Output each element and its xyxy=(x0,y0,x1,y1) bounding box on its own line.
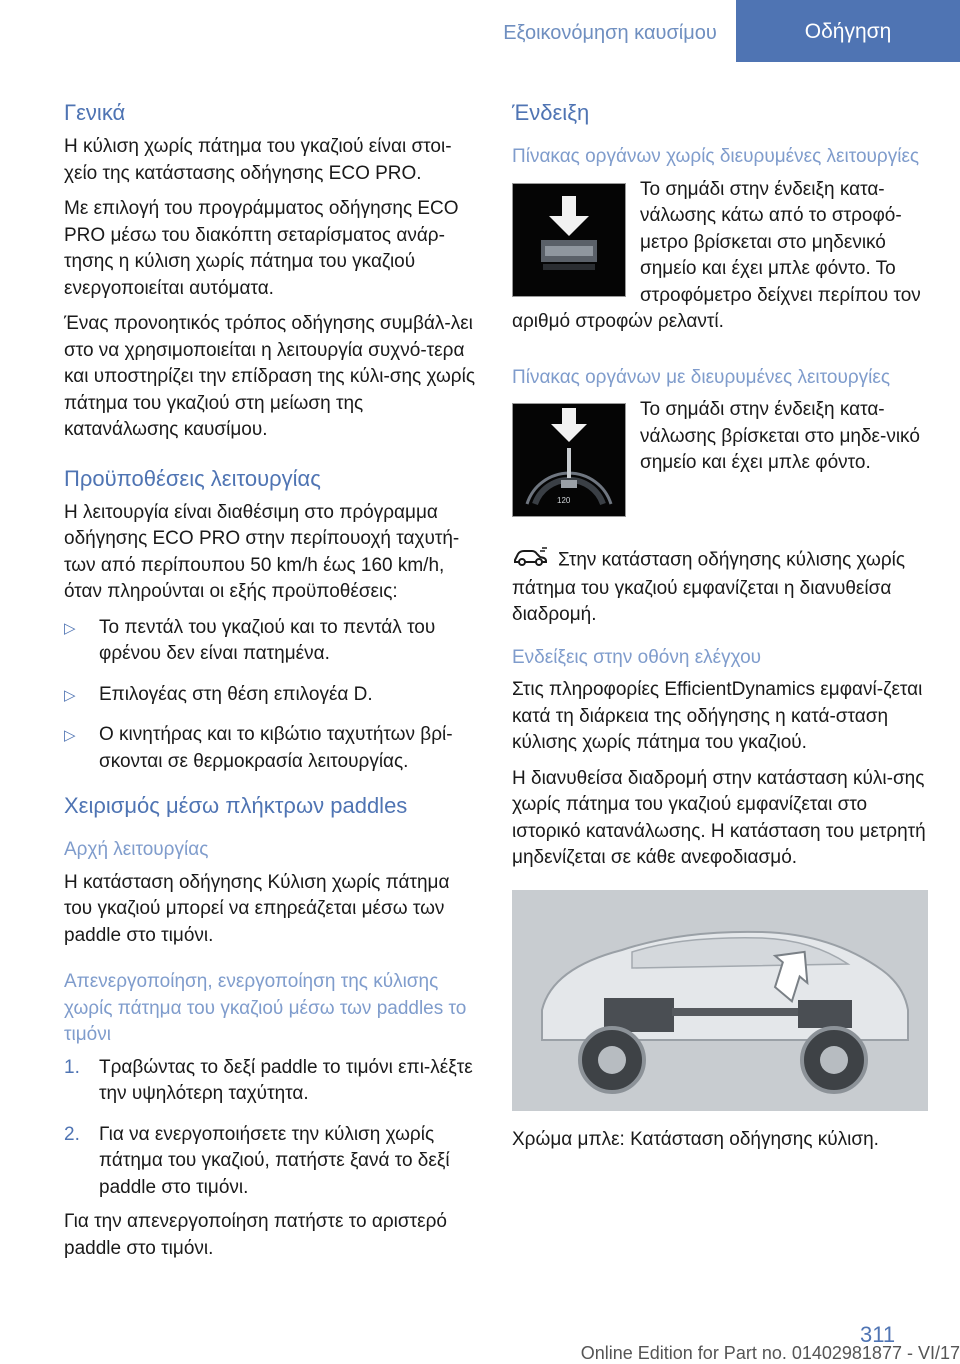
step-text: Τραβώντας το δεξί paddle το τιμόνι επι‐λέξτε την υψηλότερη ταχύτητα. xyxy=(99,1056,473,1104)
paragraph-prerequisites: Η λειτουργία είναι διαθέσιμη στο πρόγραμμα οδήγησης ECO PRO στην περίπουοχή ταχυτή‐των από περίπουπου 50 km/h έως 160 km/h, όταν πληρούνται οι εξής προϋποθέσεις: xyxy=(64,501,460,602)
right-column xyxy=(512,98,928,1162)
list-item xyxy=(64,1122,480,1202)
coasting-car-icon xyxy=(512,545,548,576)
step-number: 1. xyxy=(64,1056,80,1078)
paragraph-panel-basic: Το σημάδι στην ένδειξη κατα‐νάλωσης κάτω από το στροφό‐μετρο βρίσκεται στο μηδενικό σημείο και έχει μπλε φόντο. Το στροφόμετρο δείχνει περίπου τον αριθμό στροφών ρελαντί. xyxy=(512,178,921,332)
car-drivetrain-icon xyxy=(512,890,928,1111)
left-column xyxy=(64,98,480,1271)
heading-display: Ένδειξη xyxy=(512,100,590,125)
list-item-text: Το πεντάλ του γκαζιού και το πεντάλ του φρένου δεν είναι πατημένα. xyxy=(99,616,436,664)
subheading-panel-basic: Πίνακας οργάνων χωρίς διευρυμένες λειτουργίες xyxy=(512,146,920,167)
paragraph-panel-extended: Το σημάδι στην ένδειξη κατα‐νάλωσης βρίσκεται στο μηδε‐νικό σημείο και έχει μπλε φόντο. xyxy=(640,399,920,473)
step-text: Για να ενεργοποιήσετε την κύλιση χωρίς πάτημα του γκαζιού, πατήστε ξανά το δεξί paddle στο τιμόνι. xyxy=(99,1123,450,1198)
list-item xyxy=(64,722,480,775)
paragraph-control-display-2: Η διανυθείσα διαδρομή στην κατάσταση κύλι‐σης χωρίς πάτημα του γκαζιού εμφανίζεται στο ιστορικό κατανάλωσης. Η κατάσταση του μετρητή μηδενίζεται σε κάθε ανεφοδιασμό. xyxy=(512,767,926,868)
down-arrow-icon xyxy=(513,184,625,296)
page-number: 311 xyxy=(860,1322,896,1347)
subheading-principle: Αρχή λειτουργίας xyxy=(64,839,209,860)
triangle-bullet-icon: ▷ xyxy=(64,727,76,744)
steps-list xyxy=(64,1055,480,1202)
gauge-readout: 120 xyxy=(557,496,571,505)
car-drivetrain-illustration xyxy=(512,890,928,1111)
list-item-text: Ο κινητήρας και το κιβώτιο ταχυτήτων βρί‐σκονται σε θερμοκρασία λειτουργίας. xyxy=(99,724,453,772)
paragraph-general-1: Η κύλιση χωρίς πάτημα του γκαζιού είναι στοι‐χείο της κατάστασης οδήγησης ECO PRO. xyxy=(64,136,452,184)
list-item xyxy=(64,682,480,709)
list-item-text: Επιλογέας στη θέση επιλογέα D. xyxy=(99,683,373,705)
paragraph-general-3: Ένας προνοητικός τρόπος οδήγησης συμβάλ‐λει στο να χρησιμοποιείται η λειτουργία συχνό‐τερα και υποστηρίζει την επίδραση της κύλι‐σης χωρίς πάτημα του γκαζιού στη μείωση της κατανάλωσης καυσίμου. xyxy=(64,313,475,440)
paragraph-deactivation: Για την απενεργοποίηση πατήστε το αριστερό paddle στο τιμόνι. xyxy=(64,1211,447,1259)
list-item xyxy=(64,1055,480,1108)
heading-paddles: Χειρισμός μέσω πλήκτρων paddles xyxy=(64,793,408,818)
edition-note: Online Edition for Part no. 01402981877 - VI/17 xyxy=(580,1343,960,1363)
instrument-panel-extended-image xyxy=(512,403,626,517)
subheading-deactivate-activate: Απενεργοποίηση, ενεργοποίηση της κύλισης χωρίς πάτημα του γκαζιού μέσω των paddles το τιμόνι xyxy=(64,971,467,1045)
subheading-panel-extended: Πίνακας οργάνων με διευρυμένες λειτουργίες xyxy=(512,366,891,388)
instrument-panel-basic-image xyxy=(512,183,626,297)
triangle-bullet-icon: ▷ xyxy=(64,686,76,704)
triangle-bullet-icon: ▷ xyxy=(64,619,76,637)
list-item xyxy=(64,615,480,668)
heading-prerequisites: Προϋποθέσεις λειτουργίας xyxy=(64,465,321,491)
prerequisite-list xyxy=(64,615,480,776)
step-number: 2. xyxy=(64,1123,80,1145)
coasting-display-text: Στην κατάσταση οδήγησης κύλισης χωρίς πάτημα του γκαζιού εμφανίζεται η διανυθείσα διαδρομή. xyxy=(512,549,906,625)
page-header xyxy=(0,0,960,62)
header-chapter-tab: Οδήγηση xyxy=(736,0,960,62)
paragraph-control-display-1: Στις πληροφορίες EfficientDynamics εμφανί‐ζεται κατά τη διάρκεια της οδήγησης η κατά‐σταση κύλισης χωρίς πάτημα του γκαζιού. xyxy=(512,679,923,753)
paragraph-general-2: Με επιλογή του προγράμματος οδήγησης ECO PRO μέσω του διακόπτη σεταρίσματος ανάρ‐τησης η κύλιση χωρίς πάτημα του γκαζιού ενεργοποιείται αυτόματα. xyxy=(64,198,459,299)
paragraph-principle: Η κατάσταση οδήγησης Κύλιση χωρίς πάτημα του γκαζιού μπορεί να επηρεάζεται μέσω των paddle στο τιμόνι. xyxy=(64,871,450,946)
heading-general: Γενικά xyxy=(64,100,126,125)
paragraph-coasting-display xyxy=(512,545,928,629)
subheading-control-display: Ενδείξεις στην οθόνη ελέγχου xyxy=(512,646,762,668)
figure-caption: Χρώμα μπλε: Κατάσταση οδήγησης κύλιση. xyxy=(512,1128,879,1150)
header-section-title: Εξοικονόμηση καυσίμου xyxy=(503,22,717,44)
